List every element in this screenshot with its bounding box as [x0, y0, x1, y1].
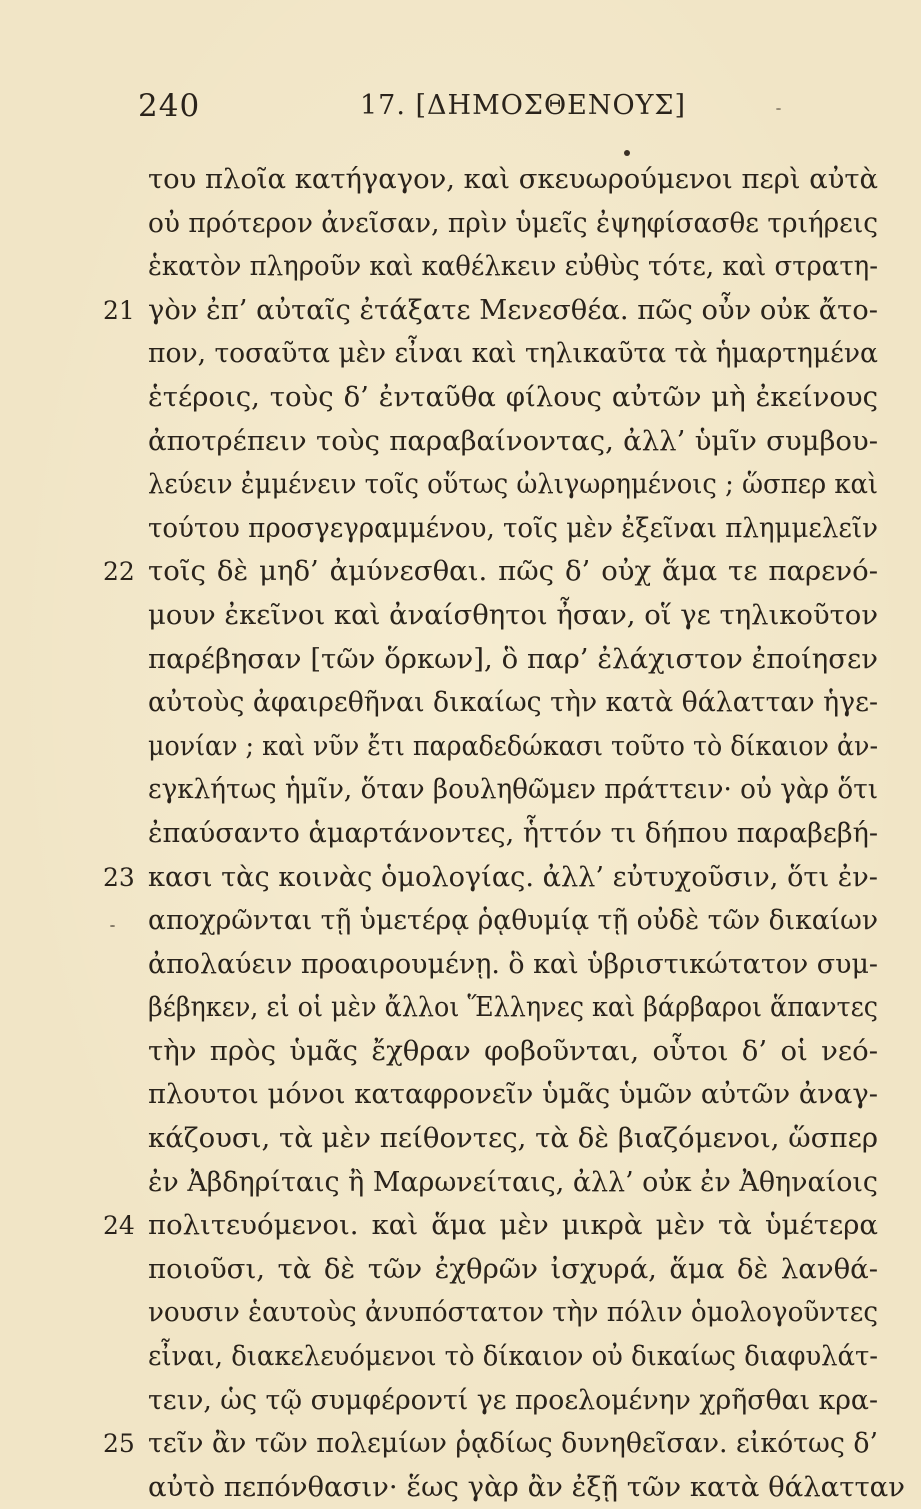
line-text: αποχρῶνται τῇ ὑμετέρᾳ ῥᾳθυμίᾳ τῇ οὐδὲ τῶν δικαίων	[148, 904, 878, 937]
text-line	[148, 1466, 905, 1509]
text-line	[148, 1379, 878, 1423]
line-text: οὐ πρότερον ἀνεῖσαν, πρὶν ὑμεῖς ἐψηφίσασθε τριήρεις	[148, 206, 878, 239]
line-text: πλουτοι μόνοι καταφρονεῖν ὑμᾶς ὑμῶν αὐτῶν ἀναγ-	[148, 1078, 878, 1111]
ink-speck	[110, 925, 115, 927]
ink-speck	[624, 150, 630, 156]
line-text: του πλοῖα κατήγαγον, καὶ σκευωρούμενοι περὶ αὐτὰ	[148, 163, 878, 195]
text-line	[148, 943, 878, 987]
text-line	[148, 1030, 878, 1074]
text-line	[148, 812, 878, 856]
line-text: ἑκατὸν πληροῦν καὶ καθέλκειν εὐθὺς τότε, καὶ στρατη-	[148, 250, 878, 283]
text-line	[148, 725, 878, 769]
text-line	[148, 202, 878, 246]
line-text: μουν ἐκεῖνοι καὶ ἀναίσθητοι ἦσαν, οἵ γε τηλικοῦτον	[148, 598, 878, 631]
line-text: ἀποτρέπειν τοὺς παραβαίνοντας, ἀλλ’ ὑμῖν συμβου-	[148, 424, 878, 457]
line-text: κάζουσι, τὰ μὲν πείθοντες, τὰ δὲ βιαζόμενοι, ὥσπερ	[148, 1122, 878, 1155]
text-line	[103, 550, 878, 594]
text-line	[148, 332, 878, 376]
section-number: 25	[103, 1429, 135, 1459]
line-text: βέβηκεν, εἰ οἱ μὲν ἄλλοι Ἕλληνες καὶ βάρβαροι ἅπαντες	[148, 991, 878, 1024]
line-text: ἀπολαύειν προαιρουμένῃ. ὃ καὶ ὑβριστικώτατον συμ-	[148, 947, 878, 980]
section-number: 24	[103, 1211, 135, 1241]
section-number: 22	[103, 557, 135, 587]
text-line	[103, 856, 878, 900]
line-text: ἑτέροις, τοὺς δ’ ἐνταῦθα φίλους αὐτῶν μὴ ἐκείνους	[148, 380, 878, 413]
line-text: παρέβησαν [τῶν ὅρκων], ὃ παρ’ ἐλάχιστον ἐποίησεν	[148, 642, 878, 675]
text-line	[148, 1073, 878, 1117]
ink-speck	[776, 108, 781, 110]
text-line	[148, 899, 878, 943]
text-line	[148, 1335, 878, 1379]
text-line	[148, 1117, 878, 1161]
text-line	[148, 768, 878, 812]
text-line	[148, 245, 878, 289]
text-line	[148, 376, 878, 420]
text-line	[148, 507, 878, 551]
line-text: τεῖν ἂν τῶν πολεμίων ῥᾳδίως δυνηθεῖσαν. εἰκότως δ’	[148, 1427, 878, 1460]
text-line	[103, 1422, 878, 1466]
line-text: ἐπαύσαντο ἁμαρτάνοντες, ἧττόν τι δήπου παραβεβή-	[148, 816, 878, 849]
line-text: πον, τοσαῦτα μὲν εἶναι καὶ τηλικαῦτα τὰ ἡμαρτημένα	[148, 337, 878, 370]
line-text: ποιοῦσι, τὰ δὲ τῶν ἐχθρῶν ἰσχυρά, ἅμα δὲ λανθά-	[148, 1252, 878, 1285]
line-text: τούτου προσγεγραμμένου, τοῖς μὲν ἐξεῖναι πλημμελεῖν	[148, 511, 878, 544]
running-title: 17. [ΔΗΜΟΣΘΕΝΟΥΣ]	[360, 90, 687, 121]
line-text: μονίαν ; καὶ νῦν ἔτι παραδεδώκασι τοῦτο τὸ δίκαιον ἀν-	[148, 729, 878, 762]
line-text: τειν, ὡς τῷ συμφέροντί γε προελομένην χρῆσθαι κρα-	[148, 1383, 878, 1416]
line-text: αὐτὸ πεπόνθασιν· ἕως γὰρ ἂν ἐξῇ τῶν κατὰ θάλατταν	[148, 1470, 905, 1503]
text-line	[148, 638, 878, 682]
text-line	[148, 1161, 878, 1205]
line-text: πολιτευόμενοι. καὶ ἅμα μὲν μικρὰ μὲν τὰ ὑμέτερα	[148, 1209, 878, 1242]
section-number: 23	[103, 862, 135, 892]
text-line	[148, 1248, 878, 1292]
text-line	[148, 1291, 878, 1335]
line-text: εἶναι, διακελευόμενοι τὸ δίκαιον οὐ δικαίως διαφυλάτ-	[148, 1340, 878, 1373]
text-line	[103, 289, 878, 333]
text-line	[148, 681, 878, 725]
line-text: λεύειν ἐμμένειν τοῖς οὕτως ὠλιγωρημένοις ; ὥσπερ καὶ	[148, 468, 878, 501]
text-line	[148, 420, 878, 464]
line-text: εγκλήτως ἡμῖν, ὅταν βουληθῶμεν πράττειν· οὐ γὰρ ὅτι	[148, 773, 878, 806]
line-text: αὐτοὺς ἀφαιρεθῆναι δικαίως τὴν κατὰ θάλατταν ἡγε-	[148, 686, 878, 719]
line-text: γὸν ἐπ’ αὐταῖς ἐτάξατε Μενεσθέα. πῶς οὖν οὐκ ἄτο-	[148, 293, 878, 326]
line-text: ἐν Ἀβδηρίταις ἢ Μαρωνείταις, ἀλλ’ οὐκ ἐν Ἀθηναίοις	[148, 1165, 878, 1198]
page-header	[0, 88, 921, 128]
text-line	[148, 158, 878, 202]
body-text	[103, 158, 905, 1509]
page-number: 240	[138, 88, 201, 124]
text-line	[148, 463, 878, 507]
line-text: κασι τὰς κοινὰς ὁμολογίας. ἀλλ’ εὐτυχοῦσιν, ὅτι ἐν-	[148, 860, 878, 893]
line-text: τοῖς δὲ μηδ’ ἀμύνεσθαι. πῶς δ’ οὐχ ἅμα τε παρενό-	[148, 555, 878, 588]
text-line	[148, 594, 878, 638]
section-number: 21	[103, 295, 135, 325]
text-line	[103, 1204, 878, 1248]
line-text: νουσιν ἑαυτοὺς ἀνυπόστατον τὴν πόλιν ὁμολογοῦντες	[148, 1296, 878, 1329]
text-line	[148, 986, 878, 1030]
line-text: τὴν πρὸς ὑμᾶς ἔχθραν φοβοῦνται, οὗτοι δ’ οἱ νεό-	[148, 1034, 878, 1067]
